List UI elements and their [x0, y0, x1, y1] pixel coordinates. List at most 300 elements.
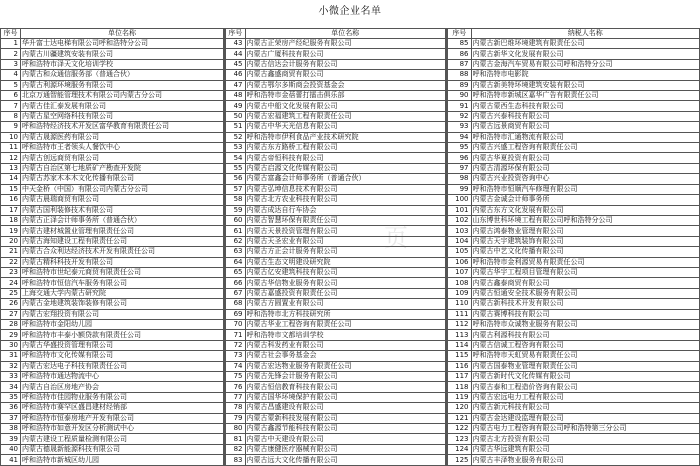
enterprise-name-cell: 内蒙古东方路桥工程有限公司: [245, 143, 446, 153]
serial-number-cell: 27: [1, 309, 21, 319]
table-row: [1, 319, 224, 329]
serial-number-cell: 29: [1, 330, 21, 340]
table-row: [447, 257, 700, 267]
table-row: [1, 434, 224, 444]
table-row: [1, 49, 224, 59]
serial-number-cell: 120: [447, 403, 471, 413]
serial-number-cell: 102: [447, 215, 471, 225]
enterprise-name-cell: 呼和浩特经济技术开发区富华教育有限责任公司: [21, 122, 224, 132]
table-row: [1, 132, 224, 142]
table-row: [225, 70, 446, 80]
serial-number-cell: 26: [1, 299, 21, 309]
enterprise-name-cell: 内蒙古新科技术开发有限公司: [471, 299, 700, 309]
enterprise-name-cell: 内蒙古中艺文化传播有限公司: [471, 247, 700, 257]
serial-number-cell: 122: [447, 424, 471, 434]
table-row: [447, 278, 700, 288]
enterprise-name-cell: 内蒙古兴泰科技有限公司: [471, 111, 700, 121]
serial-number-cell: 73: [225, 351, 245, 361]
serial-number-cell: 61: [225, 226, 245, 236]
table-row: [447, 49, 700, 59]
serial-number-cell: 58: [225, 195, 245, 205]
serial-number-cell: 65: [225, 267, 245, 277]
enterprise-name-cell: 内蒙古中天建设有限公司: [245, 434, 446, 444]
enterprise-name-cell: 内蒙古国利装修技术有限公司: [21, 205, 224, 215]
table-row: [225, 330, 446, 340]
page-title: 小微企业名单: [318, 6, 382, 17]
enterprise-name-cell: 内蒙古北方农业科技有限公司: [245, 195, 446, 205]
serial-number-cell: 59: [225, 205, 245, 215]
table-row: [225, 49, 446, 59]
serial-number-cell: 14: [1, 174, 21, 184]
table-row: [225, 236, 446, 246]
table-row: [225, 361, 446, 371]
table-row: [1, 267, 224, 277]
serial-number-cell: 107: [447, 267, 471, 277]
enterprise-name-cell: 北京万通智能管理技术有限公司内蒙古分公司: [21, 91, 224, 101]
enterprise-name-cell: 内蒙古方圆置业有限公司: [245, 299, 446, 309]
enterprise-name-cell: 内蒙古赛博科技有限公司: [471, 309, 700, 319]
table-row: [1, 184, 224, 194]
enterprise-name-cell: 内蒙古新美特环境建筑安装有限公司: [471, 80, 700, 90]
table-row: [1, 226, 224, 236]
serial-number-cell: 105: [447, 247, 471, 257]
serial-number-cell: 31: [1, 351, 21, 361]
enterprise-name-cell: 内蒙古科发药业有限公司: [245, 340, 446, 350]
table-row: [1, 403, 224, 413]
enterprise-name-cell: 山东博世科环境工程有限公司呼和浩特分公司: [471, 215, 700, 225]
enterprise-name-cell: 呼和浩特市恒顺汽车修理有限公司: [471, 184, 700, 194]
serial-number-cell: 98: [447, 174, 471, 184]
serial-number-cell: 99: [447, 184, 471, 194]
serial-number-cell: 7: [1, 101, 21, 111]
table-row: [225, 382, 446, 392]
enterprise-name-cell: 内蒙古天景投资管理有限公司: [245, 226, 446, 236]
table-row: [225, 153, 446, 163]
enterprise-name-cell: 内蒙古合众利达经济技术开发有限责任公司: [21, 247, 224, 257]
table-row: [1, 39, 224, 49]
table-row: [225, 351, 446, 361]
table-row: [225, 143, 446, 153]
enterprise-name-cell: 内蒙古远景商贸有限公司: [471, 122, 700, 132]
enterprise-name-cell: 内蒙古金地建筑装饰装修有限公司: [21, 299, 224, 309]
table-row: [447, 413, 700, 423]
enterprise-name-cell: 内蒙古中华天光信息有限公司: [245, 122, 446, 132]
enterprise-name-cell: 内蒙古金诚会计师事务所: [471, 195, 700, 205]
enterprise-name-cell: 呼和浩特市恒信汽车服务有限公司: [21, 278, 224, 288]
table-row: [447, 382, 700, 392]
table-body: [1, 39, 224, 466]
serial-number-cell: 22: [1, 257, 21, 267]
table-row: [225, 59, 446, 69]
table-row: [1, 205, 224, 215]
table-row: [1, 382, 224, 392]
table-row: [447, 288, 700, 298]
enterprise-name-cell: 内蒙古宏福建筑工程有限责任公司: [245, 111, 446, 121]
serial-number-cell: 15: [1, 184, 21, 194]
table-row: [447, 361, 700, 371]
serial-number-cell: 35: [1, 392, 21, 402]
serial-number-cell: 11: [1, 143, 21, 153]
table-row: [1, 330, 224, 340]
enterprise-name-cell: 内蒙古方正会计服务有限公司: [245, 247, 446, 257]
table-row: [1, 91, 224, 101]
table-row: [447, 205, 700, 215]
serial-number-cell: 113: [447, 330, 471, 340]
enterprise-name-cell: 内蒙古金海汽车贸易有限公司呼和浩特分公司: [471, 59, 700, 69]
serial-number-cell: 16: [1, 195, 21, 205]
enterprise-name-cell: 呼和浩特市金阳幼儿园: [21, 319, 224, 329]
table-row: [225, 267, 446, 277]
enterprise-name-cell: 呼和浩特市众诚物业服务有限公司: [471, 319, 700, 329]
enterprise-name-cell: 内蒙古苏家木本木文化传播有限公司: [21, 174, 224, 184]
enterprise-name-cell: 内蒙古天圣宏业有限公司: [245, 236, 446, 246]
enterprise-name-cell: 内蒙古嘉盛投资有限责任公司: [245, 288, 446, 298]
serial-number-cell: 108: [447, 278, 471, 288]
serial-number-cell: 119: [447, 392, 471, 402]
table-row: [225, 226, 446, 236]
table-row: [1, 215, 224, 225]
enterprise-name-cell: 呼和浩特市泽天文化培训学校: [21, 59, 224, 69]
table-row: [447, 226, 700, 236]
table-row: [1, 163, 224, 173]
enterprise-name-cell: 内蒙古华远建筑有限公司: [471, 444, 700, 454]
enterprise-name-cell: 内蒙古生态文明建设研究院: [245, 257, 446, 267]
table-row: [447, 163, 700, 173]
enterprise-name-cell: 内蒙古鑫盛商贸有限公司: [245, 70, 446, 80]
serial-number-cell: 34: [1, 382, 21, 392]
serial-number-cell: 88: [447, 70, 471, 80]
serial-number-cell: 55: [225, 163, 245, 173]
serial-number-cell: 103: [447, 226, 471, 236]
table-body: [447, 39, 700, 466]
enterprise-name-cell: 内蒙古蒙西生态科技有限公司: [471, 101, 700, 111]
enterprise-name-cell: 内蒙古天宇建筑装饰有限公司: [471, 236, 700, 246]
table-row: [447, 267, 700, 277]
table-row: [447, 299, 700, 309]
serial-number-cell: 44: [225, 49, 245, 59]
enterprise-name-cell: 内蒙古北方投资有限公司: [471, 434, 700, 444]
enterprise-name-cell: 内蒙古兴盛工程咨询有限责任公司: [471, 143, 700, 153]
table-header-row: [225, 29, 446, 39]
serial-number-cell: 124: [447, 444, 471, 454]
serial-number-cell: 17: [1, 205, 21, 215]
enterprise-name-cell: 内蒙古蒙新科技发展有限公司: [245, 413, 446, 423]
unit-name-header: 单位名称: [245, 29, 446, 39]
serial-number-cell: 82: [225, 444, 245, 454]
serial-number-cell: 123: [447, 434, 471, 444]
serial-number-cell: 77: [225, 392, 245, 402]
serial-number-cell: 5: [1, 80, 21, 90]
table-header-row: [447, 29, 700, 39]
table-row: [225, 195, 446, 205]
enterprise-name-cell: 内蒙古鸿泰物业管理有限公司: [471, 226, 700, 236]
serial-number-cell: 38: [1, 424, 21, 434]
table-row: [1, 80, 224, 90]
enterprise-name-cell: 内蒙古佳汇泰发展有限公司: [21, 101, 224, 111]
serial-number-cell: 28: [1, 319, 21, 329]
serial-number-cell: 115: [447, 351, 471, 361]
table-row: [1, 236, 224, 246]
enterprise-name-cell: 内蒙古昌盛建设有限公司: [245, 403, 446, 413]
serial-number-cell: 43: [225, 39, 245, 49]
serial-number-cell: 80: [225, 424, 245, 434]
serial-number-cell: 79: [225, 413, 245, 423]
enterprise-name-cell: 内蒙古华业工程咨询有限责任公司: [245, 319, 446, 329]
enterprise-table-left: [0, 28, 224, 466]
table-row: [225, 205, 446, 215]
serial-number-cell: 66: [225, 278, 245, 288]
table-row: [447, 70, 700, 80]
serial-number-cell: 104: [447, 236, 471, 246]
enterprise-name-cell: 内蒙古建材城置业管理有限责任公司: [21, 226, 224, 236]
enterprise-name-cell: 呼和浩特市通达物流中心: [21, 372, 224, 382]
table-row: [225, 309, 446, 319]
serial-number-cell: 70: [225, 319, 245, 329]
serial-number-cell: 109: [447, 288, 471, 298]
table-row: [447, 351, 700, 361]
table-row: [1, 361, 224, 371]
table-row: [447, 101, 700, 111]
enterprise-name-cell: 上海交通大学内蒙古研究院: [21, 288, 224, 298]
enterprise-name-cell: 内蒙古华盛投资管理有限公司: [21, 340, 224, 350]
table-row: [447, 424, 700, 434]
enterprise-name-cell: 内蒙古成达自行车协会: [245, 205, 446, 215]
enterprise-name-cell: 呼和浩特市新城区嘉华广告有限责任公司: [471, 91, 700, 101]
enterprise-name-cell: 呼和浩特市王者领头人餐饮中心: [21, 143, 224, 153]
table-row: [225, 403, 446, 413]
enterprise-name-cell: 内蒙古帝恒科技有限公司: [245, 153, 446, 163]
serial-number-cell: 83: [225, 455, 245, 466]
table-row: [225, 340, 446, 350]
serial-number-cell: 36: [1, 403, 21, 413]
enterprise-name-cell: 内蒙古星空网络科技有限公司: [21, 111, 224, 121]
table-row: [1, 392, 224, 402]
table-row: [1, 299, 224, 309]
serial-number-cell: 24: [1, 278, 21, 288]
enterprise-name-cell: 内蒙古清源环保有限公司: [471, 163, 700, 173]
serial-number-cell: 2: [1, 49, 21, 59]
serial-number-cell: 91: [447, 101, 471, 111]
enterprise-name-cell: 内蒙古华信物业服务有限公司: [245, 278, 446, 288]
table-row: [447, 330, 700, 340]
enterprise-name-cell: 内蒙古宏达电子科技有限责任公司: [21, 361, 224, 371]
table-row: [1, 288, 224, 298]
enterprise-name-cell: 内蒙古川疆建筑安装有限公司: [21, 49, 224, 59]
enterprise-name-cell: 内蒙古鄂尔多斯商会投资基金会: [245, 80, 446, 90]
table-row: [225, 434, 446, 444]
serial-number-cell: 118: [447, 382, 471, 392]
enterprise-name-cell: 内蒙古新时代文化传媒有限公司: [471, 372, 700, 382]
enterprise-name-cell: 呼和浩特市金蓓蕾打擂击俱乐部: [245, 91, 446, 101]
table-row: [225, 91, 446, 101]
table-row: [1, 340, 224, 350]
unit-name-header: 单位名称: [21, 29, 224, 39]
table-row: [225, 111, 446, 121]
enterprise-name-cell: 内蒙古创远商贸有限公司: [21, 153, 224, 163]
table-row: [1, 257, 224, 267]
serial-number-cell: 121: [447, 413, 471, 423]
enterprise-list-sheet: [0, 28, 700, 466]
serial-number-cell: 39: [1, 434, 21, 444]
enterprise-name-cell: 内蒙古智慧环保有限责任公司: [245, 215, 446, 225]
table-row: [1, 309, 224, 319]
serial-number-cell: 32: [1, 361, 21, 371]
table-row: [225, 132, 446, 142]
table-row: [447, 319, 700, 329]
table-row: [447, 403, 700, 413]
serial-number-cell: 33: [1, 372, 21, 382]
serial-number-cell: 68: [225, 299, 245, 309]
serial-number-cell: 64: [225, 257, 245, 267]
enterprise-name-cell: 内蒙古正荣房产经纪服务有限公司: [245, 39, 446, 49]
table-row: [225, 392, 446, 402]
table-row: [225, 163, 446, 173]
table-row: [447, 111, 700, 121]
table-row: [1, 444, 224, 454]
enterprise-name-cell: 内蒙古华宇工程项目管理有限公司: [471, 267, 700, 277]
serial-number-cell: 72: [225, 340, 245, 350]
serial-number-cell: 19: [1, 226, 21, 236]
table-row: [225, 299, 446, 309]
table-row: [447, 340, 700, 350]
table-row: [1, 455, 224, 466]
serial-number-cell: 93: [447, 122, 471, 132]
table-row: [447, 143, 700, 153]
table-row: [1, 413, 224, 423]
serial-number-cell: 12: [1, 153, 21, 163]
serial-number-cell: 67: [225, 288, 245, 298]
enterprise-name-cell: 内蒙古中船文化发展有限公司: [245, 101, 446, 111]
serial-number-cell: 3: [1, 59, 21, 69]
table-row: [225, 288, 446, 298]
serial-number-cell: 106: [447, 257, 471, 267]
table-row: [447, 372, 700, 382]
table-row: [1, 174, 224, 184]
enterprise-name-cell: 内蒙古国华环境保护有限公司: [245, 392, 446, 402]
enterprise-name-cell: 呼和浩特市佳园物业服务有限公司: [21, 392, 224, 402]
table-header-row: [1, 29, 224, 39]
serial-number-cell: 100: [447, 195, 471, 205]
serial-number-cell: 37: [1, 413, 21, 423]
enterprise-name-cell: 内蒙古自治区房地产协会: [21, 382, 224, 392]
serial-number-cell: 95: [447, 143, 471, 153]
table-row: [1, 153, 224, 163]
serial-number-cell: 9: [1, 122, 21, 132]
table-row: [1, 195, 224, 205]
enterprise-name-cell: 内蒙古新巴维环境建筑有限责任公司: [471, 39, 700, 49]
enterprise-name-cell: 呼和浩特市世纪泰元商贸有限责任公司: [21, 267, 224, 277]
serial-number-cell: 94: [447, 132, 471, 142]
enterprise-name-cell: 内蒙古晟源医药有限公司: [21, 132, 224, 142]
serial-number-cell: 90: [447, 91, 471, 101]
enterprise-table-middle: [224, 28, 446, 466]
serial-number-cell: 21: [1, 247, 21, 257]
enterprise-name-cell: 内蒙古电力工程咨询有限公司呼和浩特第三分公司: [471, 424, 700, 434]
serial-number-cell: 85: [447, 39, 471, 49]
table-row: [447, 39, 700, 49]
table-row: [447, 392, 700, 402]
enterprise-name-cell: 内蒙古利源科技有限公司: [471, 330, 700, 340]
table-row: [447, 309, 700, 319]
serial-number-cell: 47: [225, 80, 245, 90]
serial-number-cell: 41: [1, 455, 21, 466]
serial-number-cell: 81: [225, 434, 245, 444]
serial-number-cell: 125: [447, 455, 471, 466]
enterprise-name-cell: 内蒙古兴业投资咨询中心: [471, 174, 700, 184]
serial-number-cell: 53: [225, 143, 245, 153]
table-row: [447, 444, 700, 454]
table-row: [447, 236, 700, 246]
table-row: [225, 257, 446, 267]
serial-number-cell: 1: [1, 39, 21, 49]
serial-number-cell: 62: [225, 236, 245, 246]
table-body: [225, 39, 446, 466]
table-row: [447, 215, 700, 225]
serial-number-cell: 48: [225, 91, 245, 101]
table-row: [225, 372, 446, 382]
serial-number-cell: 74: [225, 361, 245, 371]
serial-number-cell: 56: [225, 174, 245, 184]
enterprise-name-cell: 内蒙古国泰物业管理有限责任公司: [471, 361, 700, 371]
table-row: [447, 434, 700, 444]
table-row: [447, 59, 700, 69]
enterprise-name-cell: 内蒙古海知建设工程有限责任公司: [21, 236, 224, 246]
serial-number-cell: 69: [225, 309, 245, 319]
serial-number-cell: 78: [225, 403, 245, 413]
serial-number-cell: 40: [1, 444, 21, 454]
enterprise-table-right: [446, 28, 700, 466]
serial-number-cell: 25: [1, 288, 21, 298]
table-row: [447, 247, 700, 257]
serial-number-cell: 57: [225, 184, 245, 194]
serial-number-cell: 54: [225, 153, 245, 163]
table-row: [225, 174, 446, 184]
enterprise-name-cell: 内蒙古自治区第七地质矿产勘查开发院: [21, 163, 224, 173]
serial-number-cell: 8: [1, 111, 21, 121]
table-row: [1, 143, 224, 153]
enterprise-name-cell: 呼和浩特市赛罕区盛昌建材经销部: [21, 403, 224, 413]
enterprise-name-cell: 呼和浩特市电影院: [471, 70, 700, 80]
table-row: [225, 455, 446, 466]
serial-number-cell: 60: [225, 215, 245, 225]
table-row: [225, 444, 446, 454]
serial-number-cell: 18: [1, 215, 21, 225]
enterprise-name-cell: 内蒙古信诚工程咨询有限公司: [471, 340, 700, 350]
serial-number-cell: 75: [225, 372, 245, 382]
table-row: [447, 153, 700, 163]
serial-number-cell: 111: [447, 309, 471, 319]
page-watermark: 页: [384, 224, 408, 252]
table-row: [447, 174, 700, 184]
table-row: [1, 351, 224, 361]
table-row: [225, 413, 446, 423]
serial-number-cell: 4: [1, 70, 21, 80]
serial-number-cell: 49: [225, 101, 245, 111]
enterprise-name-cell: 呼和浩特市恒泰房地产开发有限公司: [21, 413, 224, 423]
enterprise-name-cell: 呼和浩特市丰泰小额贷款有限责任公司: [21, 330, 224, 340]
enterprise-name-cell: 华升富士达电梯有限公司呼和浩特分公司: [21, 39, 224, 49]
table-row: [447, 184, 700, 194]
serial-number-cell: 116: [447, 361, 471, 371]
table-row: [447, 80, 700, 90]
table-row: [447, 132, 700, 142]
enterprise-name-cell: 内蒙古先锋会计服务有限公司: [245, 372, 446, 382]
enterprise-name-cell: 内蒙古弘坤信息技术有限公司: [245, 184, 446, 194]
table-row: [225, 247, 446, 257]
serial-number-cell: 30: [1, 340, 21, 350]
table-row: [1, 101, 224, 111]
serial-number-cell: 50: [225, 111, 245, 121]
